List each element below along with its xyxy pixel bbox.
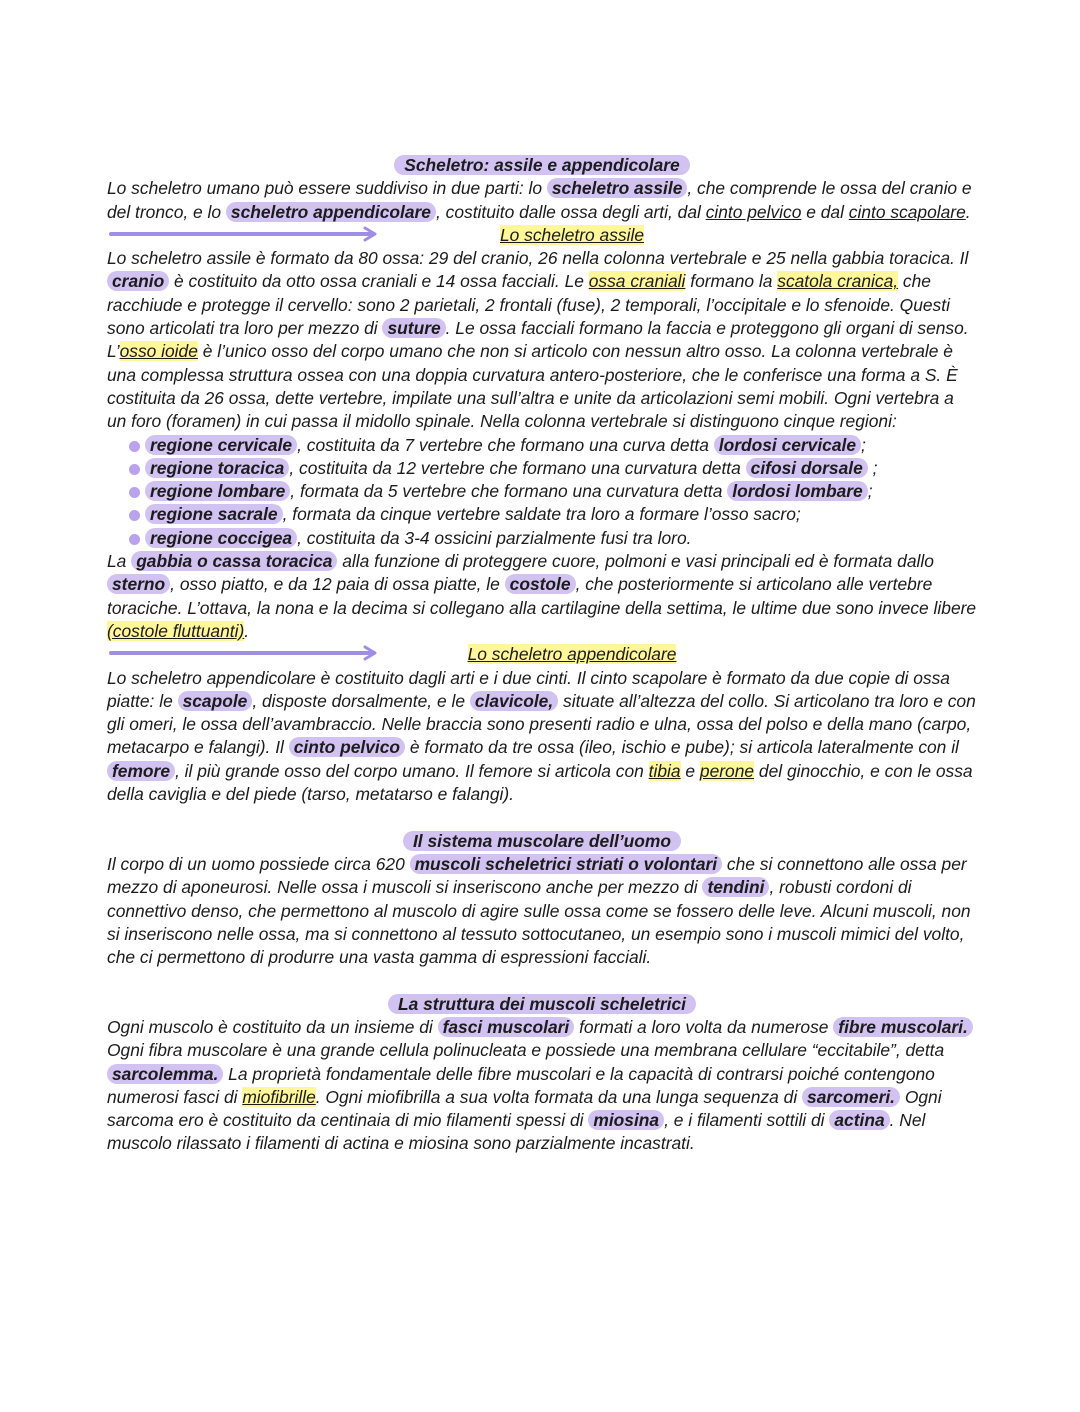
keyword-highlight: sarcolemma. <box>107 1064 223 1084</box>
underlined-term: miofibrille <box>242 1086 316 1107</box>
underlined-term: scatola cranica, <box>777 271 899 292</box>
keyword-highlight: tendini <box>702 877 769 897</box>
underlined-term: cinto scapolare <box>848 201 966 222</box>
keyword-highlight: fibre muscolari. <box>833 1017 973 1037</box>
keyword-highlight: clavicole, <box>470 691 558 711</box>
keyword-highlight: cinto pelvico <box>289 737 405 757</box>
keyword-highlight: actina <box>829 1110 889 1130</box>
arrow-right-icon <box>107 645 383 661</box>
paragraph-skeleton-intro: Lo scheletro umano può essere suddiviso in due parti: lo scheletro assile , che comprende le ossa del cranio e del tronco, e lo scheletro appendicolare , costituito dalle ossa degli arti, dal cinto pelvico e dal cinto scapolare. <box>107 178 972 222</box>
underlined-term: cinto pelvico <box>705 201 802 222</box>
subsection-title-axial: Lo scheletro assile <box>107 224 977 247</box>
vertebral-regions-list <box>107 434 977 550</box>
paragraph-appendicular: Lo scheletro appendicolare è costituito dagli arti e i due cinti. Il cinto scapolare è formato da due copie di ossa piatte: le scapole , disposte dorsalmente, e le clavicole, situate all’altezza del collo. Si articolano tra loro e con gli omeri, le ossa dell’avambraccio. Nelle braccia sono presenti radio e ulna, ossa del polso e della mano (carpo, metacarpo e falangi). Il cinto pelvico è formato da tre ossa (ileo, ischio e pube); si articola lateralmente con il femore , il più grande osso del corpo umano. Il femore si articola con tibia e perone del ginocchio, e con le ossa della caviglia e del piede (tarso, metatarso e falangi). <box>107 667 976 805</box>
list-item: regione toracica , costituita da 12 vertebre che formano una curvatura detta cifosi dorsale ; <box>129 457 977 480</box>
list-item: regione coccigea , costituita da 3-4 ossicini parzialmente fusi tra loro. <box>129 527 977 550</box>
paragraph-muscular: Il corpo di un uomo possiede circa 620 muscoli scheletrici striati o volontari che si connettono alle ossa per mezzo di aponeurosi. Nelle ossa i muscoli si inseriscono anche per mezzo di tendini , robusti cordoni di connettivo denso, che permettono al muscolo di agire sulle ossa come se fossero delle leve. Alcuni muscoli, non si inseriscono nelle ossa, ma si connettono al tessuto sottocutaneo, un esempio sono i muscoli mimici del volto, che ci permettono di produrre una vasta gamma di espressioni facciali. <box>107 853 971 968</box>
keyword-highlight: suture <box>382 318 445 338</box>
keyword-highlight: muscoli scheletrici striati o volontari <box>410 854 723 874</box>
keyword-highlight: femore <box>107 761 175 781</box>
keyword-highlight: sterno <box>107 574 170 594</box>
underlined-term: tibia <box>648 760 681 781</box>
keyword-highlight: scheletro assile <box>547 178 688 198</box>
arrow-right-icon <box>107 226 383 242</box>
section-title-skeleton: Scheletro: assile e appendicolare <box>107 154 977 177</box>
paragraph-rib-cage: La gabbia o cassa toracica alla funzione di proteggere cuore, polmoni e vasi principali ed è formata dallo sterno , osso piatto, e da 12 paia di ossa piatte, le costole , che posteriormente si articolano alle vertebre toraciche. L’ottava, la nona e la decima si collegano alla cartilagine della settima, le ultime due sono invece libere (costole fluttuanti). <box>107 551 977 641</box>
bullet-icon <box>129 510 140 521</box>
bullet-icon <box>129 441 140 452</box>
bullet-icon <box>129 487 140 498</box>
keyword-highlight: costole <box>505 574 576 594</box>
keyword-highlight: scheletro appendicolare <box>226 202 436 222</box>
keyword-highlight: miosina <box>588 1110 664 1130</box>
keyword-highlight: scapole <box>178 691 253 711</box>
underlined-term: (costole fluttuanti) <box>107 620 245 641</box>
list-item: regione lombare , formata da 5 vertebre che formano una curvatura detta lordosi lombare ; <box>129 480 977 503</box>
keyword-highlight: gabbia o cassa toracica <box>131 551 337 571</box>
bullet-icon <box>129 464 140 475</box>
keyword-highlight: cranio <box>107 271 169 291</box>
subsection-title-appendicular: Lo scheletro appendicolare <box>107 643 977 666</box>
list-item: regione cervicale , costituita da 7 vertebre che formano una curva detta lordosi cervicale ; <box>129 434 977 457</box>
underlined-term: osso ioide <box>119 341 198 362</box>
document-content <box>107 154 977 1156</box>
section-title-structure: La struttura dei muscoli scheletrici <box>107 993 977 1016</box>
bullet-icon <box>129 534 140 545</box>
keyword-highlight: sarcomeri. <box>802 1087 900 1107</box>
underlined-term: ossa craniali <box>588 271 686 292</box>
list-item: regione sacrale , formata da cinque vertebre saldate tra loro a formare l’osso sacro; <box>129 503 977 526</box>
paragraph-axial: Lo scheletro assile è formato da 80 ossa: 29 del cranio, 26 nella colonna vertebrale e 25 nella gabbia toracica. Il cranio è costituito da otto ossa craniali e 14 ossa facciali. Le ossa craniali formano la scatola cranica, che racchiude e protegge il cervello: sono 2 parietali, 2 frontali (fuse), 2 temporali, l’occipitale e lo sfenoide. Questi sono articolati tra loro per mezzo di suture . Le ossa facciali formano la faccia e proteggono gli organi di senso. L’osso ioide è l’unico osso del corpo umano che non si articolo con nessun altro osso. La colonna vertebrale è una complessa struttura ossea con una doppia curvatura antero-posteriore, che le conferisce una forma a S. È costituita da 26 ossa, dette vertebre, impilate una sull’altra e unite da articolazioni semi mobili. Ogni vertebra a un foro (foramen) in cui passa il midollo spinale. Nella colonna vertebrale si distinguono cinque regioni: <box>107 248 969 432</box>
keyword-highlight: fasci muscolari <box>438 1017 575 1037</box>
section-title-muscular: Il sistema muscolare dell’uomo <box>107 830 977 853</box>
paragraph-structure: Ogni muscolo è costituito da un insieme di fasci muscolari formati a loro volta da numerose fibre muscolari. Ogni fibra muscolare è una grande cellula polinucleata e possiede una membrana cellulare “eccitabile”, detta sarcolemma. La proprietà fondamentale delle fibre muscolari e la capacità di contrarsi poiché contengono numerosi fasci di miofibrille. Ogni miofibrilla a sua volta formata da una lunga sequenza di sarcomeri. Ogni sarcoma ero è costituito da centinaia di mio filamenti spessi di miosina , e i filamenti sottili di actina . Nel muscolo rilassato i filamenti di actina e miosina sono parzialmente incastrati. <box>107 1016 977 1156</box>
underlined-term: perone <box>699 760 755 781</box>
